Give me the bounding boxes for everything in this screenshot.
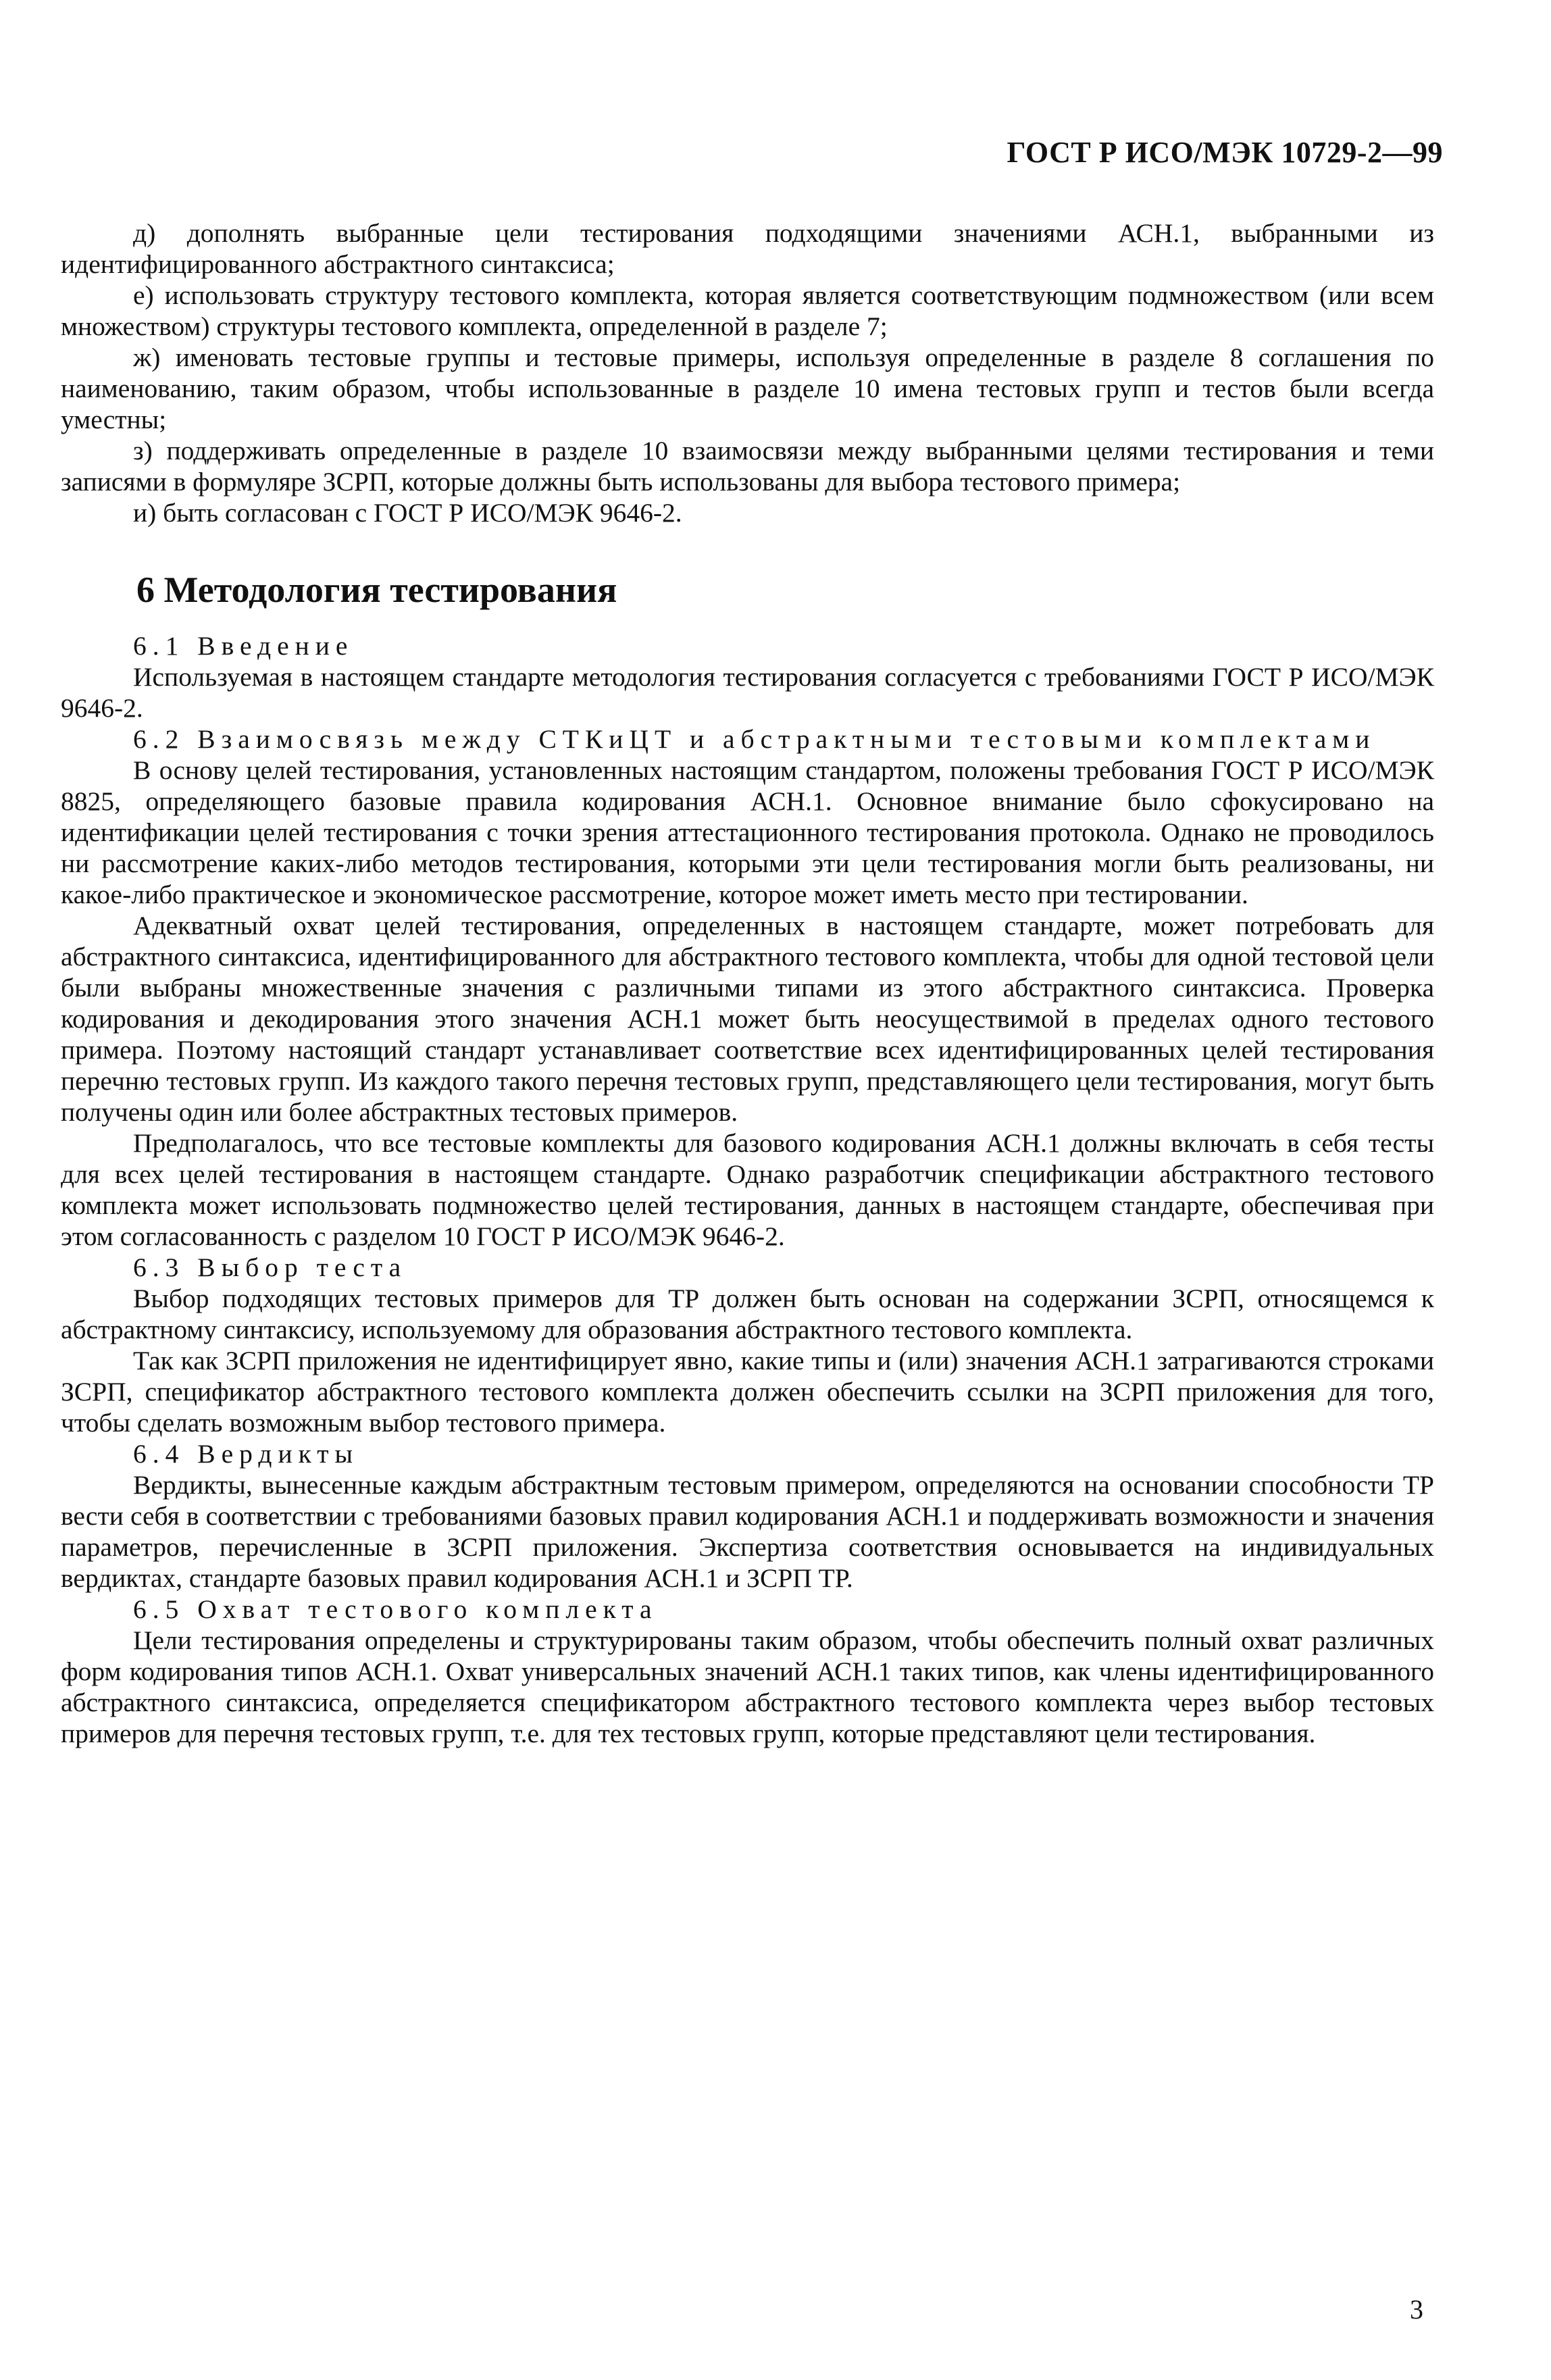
subsection-6-4-heading: 6.4 Вердикты [133,1439,359,1469]
paragraph: Так как ЗСРП приложения не идентифицирует явно, какие типы и (или) значения АСН.1 затрагиваются строками ЗСРП, спецификатор абстрактного тестового комплекта должен обеспечить ссылки на ЗСРП приложения для того, чтобы сделать возможным выбор тестового примера. [61,1346,1434,1438]
list-item-d: д) дополнять выбранные цели тестирования подходящими значениями АСН.1, выбранными из идентифицированного абстрактного синтаксиса; [61,218,1434,279]
list-item-e: е) использовать структуру тестового комплекта, которая является соответствующим подмножеством (или всем множеством) структуры тестового комплекта, определенной в разделе 7; [61,280,1434,341]
paragraph: Используемая в настоящем стандарте методология тестирования согласуется с требованиями ГОСТ Р ИСО/МЭК 9646-2. [61,662,1434,723]
paragraph: Цели тестирования определены и структурированы таким образом, чтобы обеспечить полный охват различных форм кодирования типов АСН.1. Охват универсальных значений АСН.1 таких типов, как члены идентифицированного абстрактного синтаксиса, определяется спецификатором абстрактного тестового комплекта через выбор тестовых примеров для перечня тестовых групп, т.е. для тех тестовых групп, которые представляют цели тестирования. [61,1625,1434,1748]
paragraph: Адекватный охват целей тестирования, определенных в настоящем стандарте, может потребовать для абстрактного синтаксиса, идентифицированного для абстрактного тестового комплекта, чтобы для одной тестовой цели были выбраны множественные значения с различными типами из этого абстрактного синтаксиса. Проверка кодирования и декодирования этого значения АСН.1 может быть неосуществимой в пределах одного тестового примера. Поэтому настоящий стандарт устанавливает соответствие всех идентифицированных целей тестирования перечню тестовых групп. Из каждого такого перечня тестовых групп, представляющего цели тестирования, могут быть получены один или более абстрактных тестовых примеров. [61,911,1434,1127]
list-item-i: и) быть согласован с ГОСТ Р ИСО/МЭК 9646-2. [133,498,682,528]
subsection-6-2-heading: 6.2 Взаимосвязь между СТКиЦТ и абстрактными тестовыми комплектами [133,724,1376,754]
standard-header: ГОСТ Р ИСО/МЭК 10729-2—99 [1007,136,1443,169]
document-body [61,218,1434,1749]
list-item-zh: ж) именовать тестовые группы и тестовые примеры, используя определенные в разделе 8 соглашения по наименованию, таким образом, чтобы использованные в разделе 10 имена тестовых групп и тестов были всегда уместны; [61,343,1434,434]
page-number: 3 [1410,2294,1423,2325]
paragraph: Вердикты, вынесенные каждым абстрактным тестовым примером, определяются на основании способности ТР вести себя в соответствии с требованиями базовых правил кодирования АСН.1 и поддерживать возможности и значения параметров, перечисленные в ЗСРП приложения. Экспертиза соответствия основывается на индивидуальных вердиктах, стандарте базовых правил кодирования АСН.1 и ЗСРП ТР. [61,1470,1434,1593]
subsection-6-3-heading: 6.3 Выбор теста [133,1252,407,1282]
subsection-6-5-heading: 6.5 Охват тестового комплекта [133,1594,658,1624]
list-item-z: з) поддерживать определенные в разделе 10 взаимосвязи между выбранными целями тестирования и теми записями в формуляре ЗСРП, которые должны быть использованы для выбора тестового примера; [61,436,1434,497]
subsection-6-1-heading: 6.1 Введение [133,631,354,661]
paragraph: Выбор подходящих тестовых примеров для ТР должен быть основан на содержании ЗСРП, относящемся к абстрактному синтаксису, используемому для образования абстрактного тестового комплекта. [61,1284,1434,1344]
section-6-title: 6 Методология тестирования [136,569,617,610]
paragraph: Предполагалось, что все тестовые комплекты для базового кодирования АСН.1 должны включать в себя тесты для всех целей тестирования в настоящем стандарте. Однако разработчик спецификации абстрактного тестового комплекта может использовать подмножество целей тестирования, данных в настоящем стандарте, обеспечивая при этом согласованность с разделом 10 ГОСТ Р ИСО/МЭК 9646-2. [61,1128,1434,1251]
paragraph: В основу целей тестирования, установленных настоящим стандартом, положены требования ГОСТ Р ИСО/МЭК 8825, определяющего базовые правила кодирования АСН.1. Основное внимание было сфокусировано на идентификации целей тестирования с точки зрения аттестационного тестирования протокола. Однако не проводилось ни рассмотрение каких-либо методов тестирования, которыми эти цели тестирования могли быть реализованы, ни какое-либо практическое и экономическое рассмотрение, которое может иметь место при тестировании. [61,755,1434,909]
